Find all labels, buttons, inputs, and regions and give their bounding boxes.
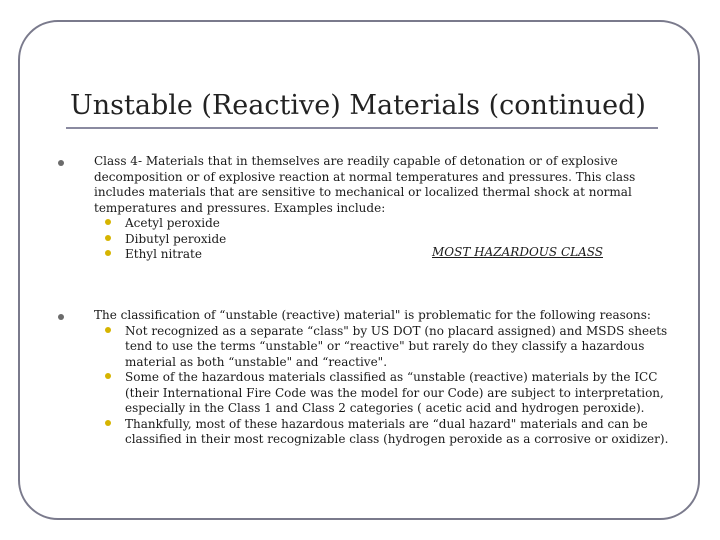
example-item: Ethyl nitrate xyxy=(94,247,654,263)
example-item: Dibutyl peroxide xyxy=(94,232,654,248)
example-item: Acetyl peroxide xyxy=(94,216,654,232)
class4-text: - Materials that in themselves are readily capable of detonation or of explosive decomposition or of explosive reaction at normal temperatures and pressures. This class includes materials that are sensitive to mechanical or localized thermal shock at normal temperatures and pressures. Examples include: xyxy=(94,154,636,215)
title-divider xyxy=(66,127,658,129)
class4-lead: Class 4 xyxy=(94,154,138,168)
classification-text: The classification of “unstable (reactive) material" is problematic for the following reasons: xyxy=(94,308,651,322)
slide-title: Unstable (Reactive) Materials (continued) xyxy=(70,90,646,121)
classification-paragraph xyxy=(94,308,684,448)
bullet-icon xyxy=(105,219,111,225)
bullet-icon xyxy=(58,314,64,320)
bullet-icon xyxy=(105,327,111,333)
reason-item: Some of the hazardous materials classified as “unstable (reactive) materials by the ICC (their International Fire Code was the model for our Code) are subject to interpretation, especially in the Class 1 and Class 2 categories ( acetic acid and hydrogen peroxide). xyxy=(94,370,684,417)
most-hazardous-callout: MOST HAZARDOUS CLASS xyxy=(432,245,603,259)
reason-item: Thankfully, most of these hazardous materials are “dual hazard" materials and can be classified in their most recognizable class (hydrogen peroxide as a corrosive or oxidizer). xyxy=(94,417,684,448)
bullet-icon xyxy=(105,373,111,379)
bullet-icon xyxy=(58,160,64,166)
bullet-icon xyxy=(105,250,111,256)
bullet-icon xyxy=(105,420,111,426)
bullet-icon xyxy=(105,235,111,241)
reason-item: Not recognized as a separate “class" by US DOT (no placard assigned) and MSDS sheets tend to use the terms “unstable" or “reactive" but rarely do they classify a hazardous material as both “unstable" and “reactive". xyxy=(94,324,684,371)
